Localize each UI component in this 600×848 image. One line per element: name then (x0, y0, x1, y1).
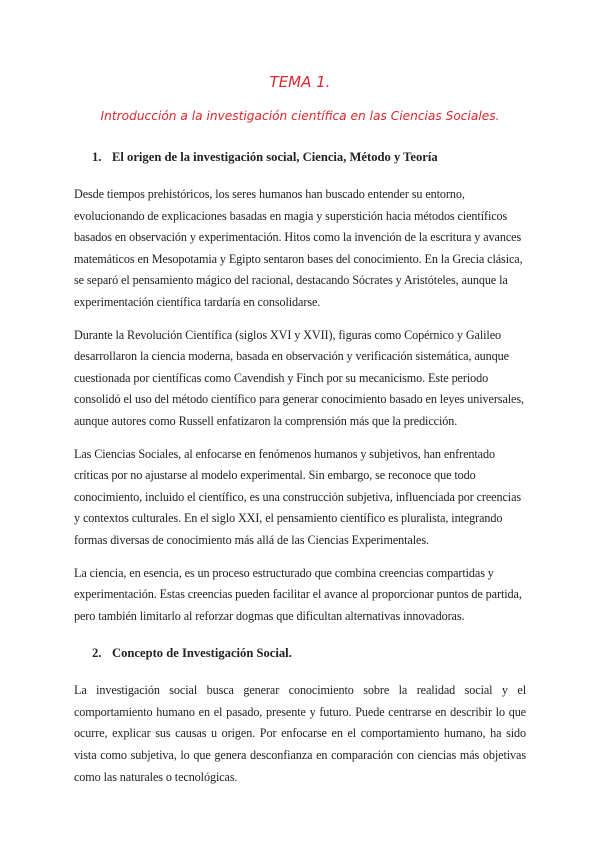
paragraph-1-3: Las Ciencias Sociales, al enfocarse en fenómenos humanos y subjetivos, han enfrentado críticas por no ajustarse al modelo experimental. Sin embargo, se reconoce que todo conocimiento, incluido el científico, es una construcción subjetiva, influenciada por creencias y contextos culturales. En el siglo XXI, el pensamiento científico es pluralista, integrando formas diversas de conocimiento más allá de las Ciencias Experimentales. (74, 446, 522, 547)
section-title-1: El origen de la investigación social, Ciencia, Método y Teoría (112, 150, 438, 164)
section-heading-1 (92, 148, 526, 166)
paragraph-1-2: Durante la Revolución Científica (siglos XVI y XVII), figuras como Copérnico y Galileo desarrollaron la ciencia moderna, basada en observación y verificación sistemática, aunque cuestionada por científicas como Cavendish y Finch por su mecanicismo. Este periodo consolidó el uso del método científico para generar conocimiento basado en leyes universales, aunque autores como Russell enfatizaron la comprensión más que la predicción. (74, 327, 524, 428)
section-title-2: Concepto de Investigación Social. (112, 646, 292, 661)
document-title: TEMA 1. (269, 73, 331, 91)
section-number-2: 2. (92, 646, 102, 661)
document-subtitle: Introducción a la investigación científica en las Ciencias Sociales. (100, 109, 500, 123)
section-heading-2 (92, 644, 526, 662)
section-number-1: 1. (92, 150, 102, 164)
paragraph-2-1: La investigación social busca generar conocimiento sobre la realidad social y el comportamiento humano en el pasado, presente y futuro. Puede centrarse en describir lo que ocurre, explicar sus causas u origen. Por enfocarse en el comportamiento humano, ha sido vista como subjetiva, lo que genera desconfianza en comparación con ciencias más objetivas como las naturales o tecnológicas. (74, 683, 526, 784)
paragraph-1-1: Desde tiempos prehistóricos, los seres humanos han buscado entender su entorno, evolucionando de explicaciones basadas en magia y superstición hacia métodos científicos basados en observación y experimentación. Hitos como la invención de la escritura y avances matemáticos en Mesopotamia y Egipto sentaron bases del conocimiento. En la Grecia clásica, se separó el pensamiento mágico del racional, destacando Sócrates y Aristóteles, aunque la experimentación científica tardaría en consolidarse. (74, 187, 523, 309)
paragraph-1-4: La ciencia, en esencia, es un proceso estructurado que combina creencias compartidas y experimentación. Estas creencias pueden facilitar el avance al proporcionar puntos de partida, pero también limitarlo al reforzar dogmas que dificultan alternativas innovadoras. (74, 565, 522, 623)
